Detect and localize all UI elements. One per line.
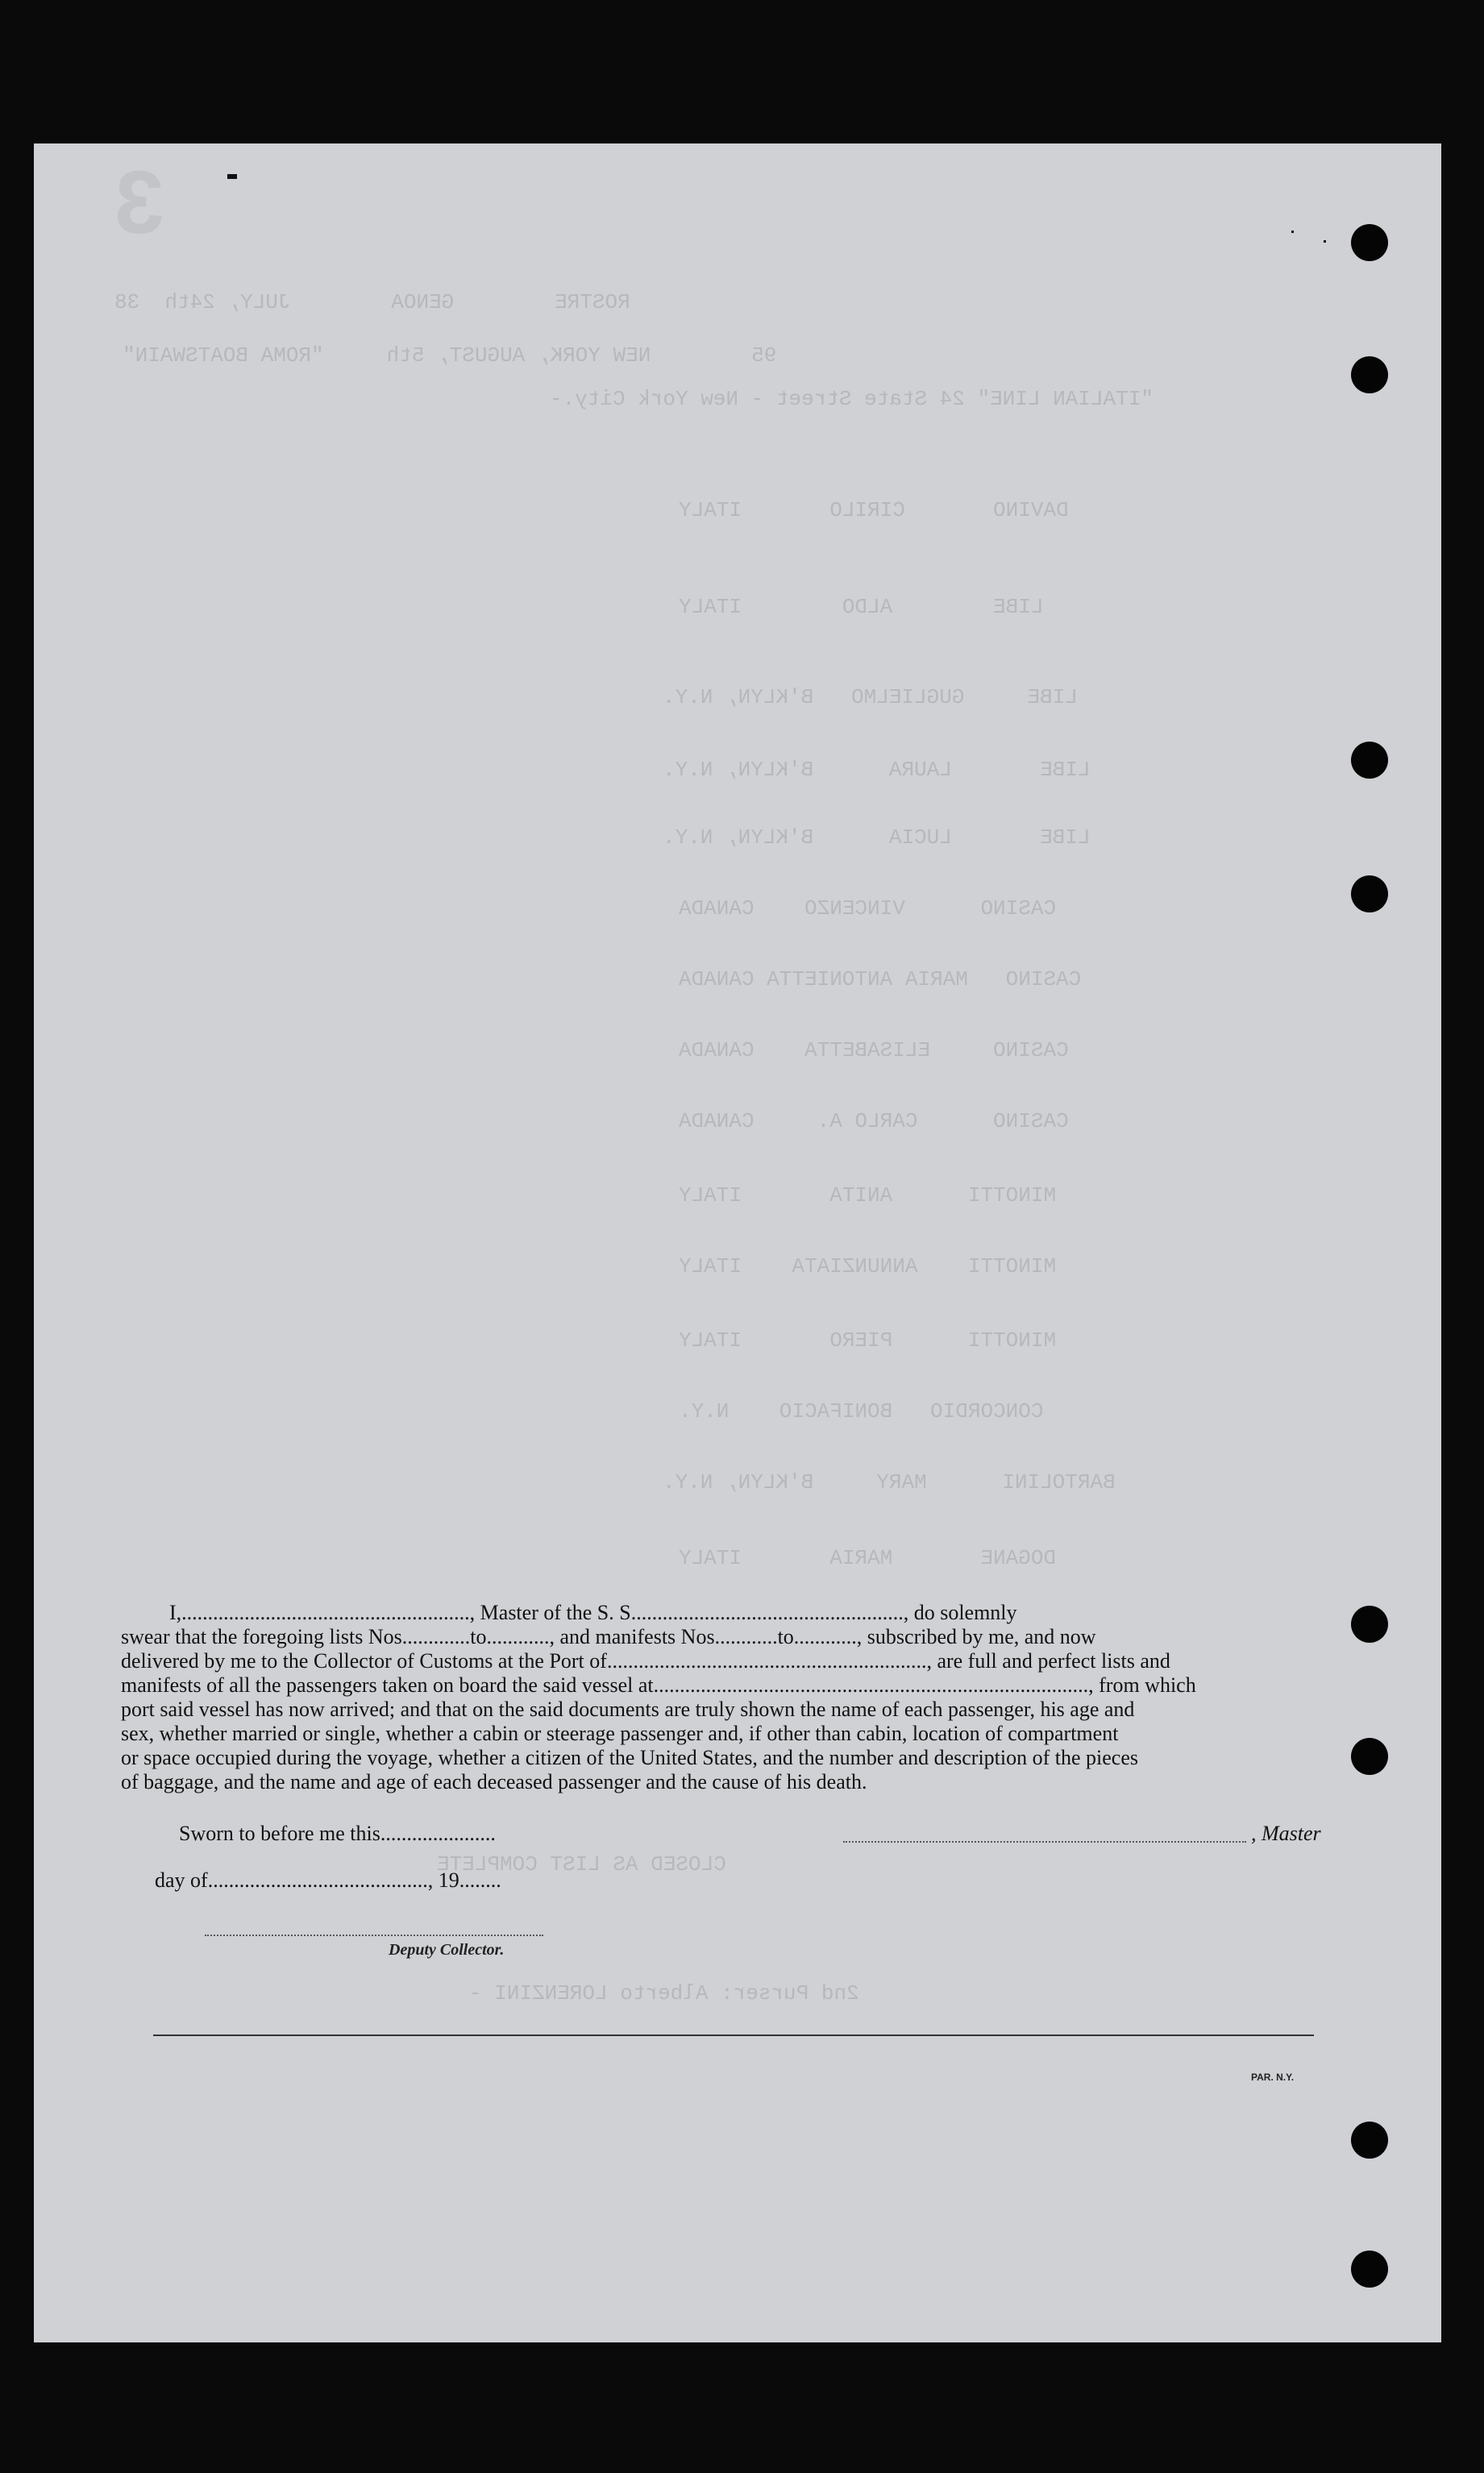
bleed-through-text: CONCORDIO BONIFACIO N.Y. [679, 1399, 1044, 1424]
bleed-through-text: LIBE ALDO ITALY [679, 595, 1044, 619]
oath-line: port said vessel has now arrived; and that on the said documents are truly shown the name of each passenger, his age and [121, 1698, 1135, 1721]
punch-hole [1351, 742, 1388, 779]
bleed-through-text: CASINO VINCENZO CANADA [679, 896, 1057, 921]
punch-hole [1351, 2251, 1388, 2288]
oath-line: delivered by me to the Collector of Customs at the Port of............................................................., are full and perfect lists and [121, 1649, 1170, 1673]
oath-line: sex, whether married or single, whether a cabin or steerage passenger and, if other than cabin, location of compartment [121, 1722, 1119, 1745]
printer-mark: PAR. N.Y. [1251, 2072, 1295, 2083]
master-signature-line[interactable] [843, 1841, 1246, 1843]
sworn-label: Sworn to before me this...................... [179, 1822, 496, 1845]
bleed-through-text: DAVINO CIRILO ITALY [679, 498, 1069, 522]
day-label: day of.........................................., 19........ [155, 1868, 501, 1892]
bleed-through-number: 3 [114, 153, 164, 252]
deputy-collector-label: Deputy Collector. [389, 1941, 505, 1959]
master-oath-text [121, 1601, 1327, 1794]
oath-line: I,......................................................., Master of the S. S...................................................., do solemnly [169, 1601, 1017, 1624]
deputy-signature-line[interactable] [205, 1935, 543, 1936]
punch-hole [1351, 356, 1388, 393]
bottom-rule [153, 2035, 1314, 2036]
oath-line: swear that the foregoing lists Nos.............to............, and manifests Nos............to............, subscribed by me, and now [121, 1625, 1096, 1648]
dust-speck [1324, 240, 1326, 243]
bleed-through-text: MINOTTI PIERO ITALY [679, 1328, 1057, 1353]
oath-line: of baggage, and the name and age of each deceased passenger and the cause of his death. [121, 1770, 867, 1793]
master-label: , Master [1251, 1822, 1321, 1845]
bleed-through-text: MINOTTI ANNUNZIATA ITALY [679, 1254, 1057, 1278]
bleed-through-text: LIBE LUCIA B'KLYN, N.Y. [663, 825, 1091, 850]
oath-line: manifests of all the passengers taken on board the said vessel at..................................................................................., from which [121, 1673, 1196, 1697]
bleed-through-text: CASINO ELISABETTA CANADA [679, 1038, 1069, 1062]
dust-speck [1291, 231, 1294, 233]
document-page [34, 143, 1441, 2342]
dust-speck [227, 174, 237, 179]
bleed-through-text: LIBE GUGLIELMO B'KLYN, N.Y. [663, 685, 1078, 709]
bleed-through-text: 2nd Purser: Alberto LORENZINI - [469, 1981, 859, 2005]
punch-hole [1351, 1606, 1388, 1643]
bleed-through-text: MINOTTI ANITA ITALY [679, 1183, 1057, 1207]
bleed-through-text: CLOSED AS LIST COMPLETE [437, 1852, 726, 1877]
bleed-through-text: ROSTRE GENOA JULY, 24th 38 [114, 290, 630, 314]
punch-hole [1351, 2122, 1388, 2159]
bleed-through-text: CASINO CARLO A. CANADA [679, 1109, 1069, 1133]
punch-hole [1351, 1738, 1388, 1775]
bleed-through-text: LIBE LAURA B'KLYN, N.Y. [663, 758, 1091, 782]
oath-line: or space occupied during the voyage, whether a citizen of the United States, and the number and description of the pieces [121, 1746, 1139, 1769]
bleed-through-text: CASINO MARIA ANTONIETTA CANADA [679, 967, 1082, 991]
bleed-through-text: "ITALIAN LINE" 24 State Street - New York City.- [550, 387, 1154, 411]
bleed-through-text: DOGANE MARIA ITALY [679, 1546, 1057, 1570]
bleed-through-text: BARTOLINI MARY B'KLYN, N.Y. [663, 1470, 1116, 1494]
punch-hole [1351, 875, 1388, 912]
bleed-through-text: 95 NEW YORK, AUGUST, 5th "ROMA BOATSWAIN" [123, 343, 777, 368]
punch-hole [1351, 224, 1388, 261]
